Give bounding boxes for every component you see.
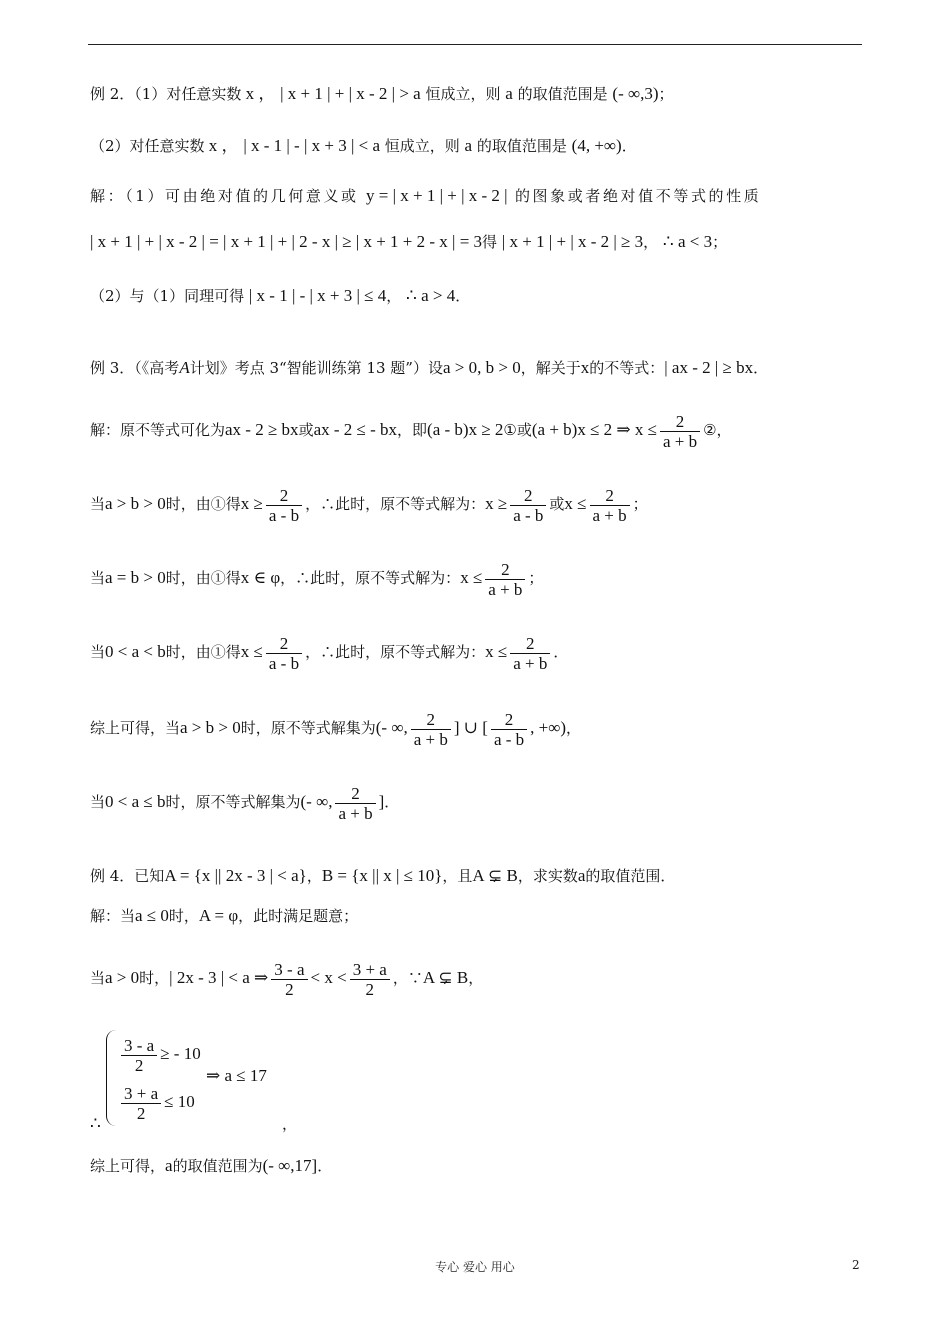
text: 的取值范围为 xyxy=(172,1157,263,1175)
math: A = φ xyxy=(198,906,239,925)
fraction: $\frac{2}{a - b}$ xyxy=(266,486,302,525)
text: 例 2．（1）对任意实数 xyxy=(90,85,242,103)
fraction: $\frac{2}{a + b}$ xyxy=(510,634,550,673)
text: ． xyxy=(553,643,569,661)
example3-solution-line1 xyxy=(90,410,732,451)
math: 0 < a < b xyxy=(105,642,166,661)
text: ； xyxy=(658,85,674,103)
math: x ， xyxy=(241,84,276,103)
text: ． xyxy=(317,1157,333,1175)
text: ． xyxy=(621,137,637,155)
text: ，∴此时，原不等式解为： xyxy=(305,495,486,513)
text: 综上可得， xyxy=(90,1157,166,1175)
text: ． xyxy=(455,287,471,305)
math: | 2x - 3 | < a ⇒ xyxy=(169,968,269,987)
math: a ≤ 0 xyxy=(135,906,169,925)
text: 时，原不等式解集为 xyxy=(165,793,301,811)
text: 得 xyxy=(482,233,498,251)
math: A ⊊ B xyxy=(422,968,469,987)
text: 的取值范围是 xyxy=(512,85,608,103)
footer-motto: 专心 爱心 用心 xyxy=(435,1260,515,1274)
text: 计划》考点 3“智能训练第 13 题”）设 xyxy=(189,359,443,377)
math: A ⊊ B xyxy=(472,866,518,885)
text: ； xyxy=(712,233,728,251)
text: ，求实数 xyxy=(517,867,578,885)
text: ， xyxy=(306,867,322,885)
text: 或 xyxy=(298,421,314,439)
text: 当 xyxy=(90,793,106,811)
fraction: $\frac{2}{a + b}$ xyxy=(411,710,451,749)
text: 当 xyxy=(90,643,106,661)
math: (a + b)x ≤ 2 ⇒ x ≤ xyxy=(531,420,657,439)
fraction: $\frac{2}{a - b}$ xyxy=(491,710,527,749)
text: 或 xyxy=(549,495,565,513)
math: x ≤ xyxy=(460,568,483,587)
example3-title xyxy=(90,358,768,378)
text: ． xyxy=(384,793,400,811)
example4-solution-line1 xyxy=(90,906,358,926)
math: ∴ a < 3 xyxy=(662,232,713,251)
text: ； xyxy=(632,495,648,513)
math: a = b > 0 xyxy=(105,568,166,587)
example4-solution-line2 xyxy=(90,958,483,999)
text: 的不等式： xyxy=(589,359,665,377)
math: | x + 1 | + | x - 2 | ≥ 3 xyxy=(501,232,644,251)
math: a > 0 xyxy=(105,968,140,987)
math: x xyxy=(580,358,590,377)
text: 时， xyxy=(168,907,199,925)
math: x ≤ xyxy=(564,494,587,513)
math: x ≥ xyxy=(485,494,508,513)
text: 解：当 xyxy=(90,907,136,925)
math: x ∈ φ xyxy=(240,568,281,587)
math: a xyxy=(165,1156,173,1175)
text: 例 4．已知 xyxy=(90,867,165,885)
math: a xyxy=(464,136,473,155)
example3-summary2 xyxy=(90,782,399,823)
system-brace xyxy=(106,1030,117,1126)
example2-solution-line2 xyxy=(90,232,727,252)
fraction: $\frac{3 + a}{2}$ xyxy=(121,1084,161,1123)
page-number: 2 xyxy=(852,1258,860,1272)
text: 时， xyxy=(139,969,170,987)
example4-title xyxy=(90,866,675,886)
example4-summary xyxy=(90,1156,332,1176)
math: (- ∞, xyxy=(375,718,408,737)
text: 恒成立，则 xyxy=(379,137,460,155)
fraction: $\frac{2}{a + b}$ xyxy=(660,412,700,451)
math: | ax - 2 | ≥ bx xyxy=(664,358,754,377)
math: | x - 1 | - | x + 3 | < a xyxy=(243,136,380,155)
text: ②， xyxy=(703,421,732,439)
text: ①或 xyxy=(503,421,532,439)
text: ； xyxy=(528,569,544,587)
text: 解：（1）可由绝对值的几何意义或 xyxy=(90,187,359,205)
math: 0 < a ≤ b xyxy=(105,792,166,811)
math: a > b > 0 xyxy=(180,718,241,737)
text: 当 xyxy=(90,495,106,513)
fraction: $\frac{2}{a - b}$ xyxy=(510,486,546,525)
example3-summary1 xyxy=(90,708,581,749)
math: (- ∞,17] xyxy=(262,1156,318,1175)
text: 当 xyxy=(90,969,106,987)
text: ． xyxy=(753,359,769,377)
math: x ， xyxy=(204,136,239,155)
math: B = {x || x | ≤ 10} xyxy=(321,866,443,885)
math: a xyxy=(577,866,586,885)
math: ≤ 10 xyxy=(164,1092,195,1111)
system-implication xyxy=(206,1066,267,1086)
math: x ≤ xyxy=(240,642,263,661)
math: ⇒ a ≤ 17 xyxy=(206,1066,267,1085)
math: ax - 2 ≤ - bx xyxy=(313,420,398,439)
text: （2）与（1）同理可得 xyxy=(90,287,245,305)
fraction: $\frac{2}{a + b}$ xyxy=(335,784,375,823)
text: 时，由①得 xyxy=(165,569,241,587)
header-rule xyxy=(88,44,862,45)
example2-solution-line1 xyxy=(90,186,761,206)
text: ， xyxy=(386,287,402,305)
math: | x + 1 | + | x - 2 | = | x + 1 | + | 2 - x | ≥ | x + 1 + 2 - x | = 3 xyxy=(90,232,483,251)
math: ∴ xyxy=(90,1114,101,1133)
text: ，即 xyxy=(397,421,428,439)
text: 例 3．（《高考 xyxy=(90,359,180,377)
math: ≥ - 10 xyxy=(160,1044,201,1063)
math: a > b > 0 xyxy=(105,494,166,513)
math: x ≤ xyxy=(485,642,508,661)
text: 的取值范围是 xyxy=(472,137,567,155)
text: ，∴此时，原不等式解为： xyxy=(280,569,461,587)
math: ] xyxy=(378,792,385,811)
system-comma xyxy=(282,1114,297,1134)
example2-part1 xyxy=(90,84,674,104)
math: | x - 1 | - | x + 3 | ≤ 4 xyxy=(248,286,387,305)
math: A = {x || 2x - 3 | < a} xyxy=(164,866,307,885)
text: 时，由①得 xyxy=(165,495,241,513)
text: 解：原不等式可化为 xyxy=(90,421,226,439)
text: 时，原不等式解集为 xyxy=(240,719,376,737)
example3-case2 xyxy=(90,558,543,599)
math: y = | x + 1 | + | x - 2 | xyxy=(366,186,508,205)
math: < x < xyxy=(310,968,347,987)
math: | x + 1 | + | x - 2 | > a xyxy=(280,84,421,103)
therefore-sign xyxy=(90,1114,101,1134)
text: ，∴此时，原不等式解为： xyxy=(305,643,486,661)
text: 的取值范围． xyxy=(585,867,676,885)
math: ] ∪ [ xyxy=(453,718,488,737)
fraction: $\frac{2}{a + b}$ xyxy=(485,560,525,599)
math: (4, +∞) xyxy=(571,136,622,155)
text: 时，由①得 xyxy=(165,643,241,661)
text: 的图象或者绝对值不等式的性质 xyxy=(514,187,762,205)
fraction: $\frac{2}{a + b}$ xyxy=(590,486,630,525)
math: , +∞) xyxy=(530,718,567,737)
text: ， xyxy=(468,969,484,987)
text: ，解关于 xyxy=(520,359,581,377)
text: ， xyxy=(566,719,582,737)
text: ， xyxy=(643,233,659,251)
system-row2 xyxy=(118,1082,195,1123)
math: ax - 2 ≥ bx xyxy=(225,420,299,439)
fraction: $\frac{3 - a}{2}$ xyxy=(121,1036,157,1075)
math: a > 0, b > 0 xyxy=(442,358,521,377)
fraction: $\frac{3 - a}{2}$ xyxy=(271,960,307,999)
fraction: $\frac{2}{a - b}$ xyxy=(266,634,302,673)
math: A xyxy=(179,358,190,377)
example2-solution-line3 xyxy=(90,286,470,306)
example2-part2 xyxy=(90,136,637,156)
text: 当 xyxy=(90,569,106,587)
example3-case3 xyxy=(90,632,568,673)
text: ，且 xyxy=(442,867,473,885)
math: (a - b)x ≥ 2 xyxy=(427,420,504,439)
fraction: $\frac{3 + a}{2}$ xyxy=(350,960,390,999)
math: a xyxy=(505,84,513,103)
math: ∴ a > 4 xyxy=(406,286,456,305)
math: (- ∞,3) xyxy=(612,84,659,103)
text: 恒成立，则 xyxy=(420,85,501,103)
system-row1 xyxy=(118,1034,201,1075)
text: 综上可得，当 xyxy=(90,719,181,737)
example3-case1 xyxy=(90,484,648,525)
math: x ≥ xyxy=(240,494,263,513)
text: ，此时满足题意； xyxy=(238,907,359,925)
text: ，∵ xyxy=(392,969,423,987)
math: (- ∞, xyxy=(300,792,333,811)
text: ， xyxy=(282,1115,298,1133)
text: （2）对任意实数 xyxy=(90,137,205,155)
